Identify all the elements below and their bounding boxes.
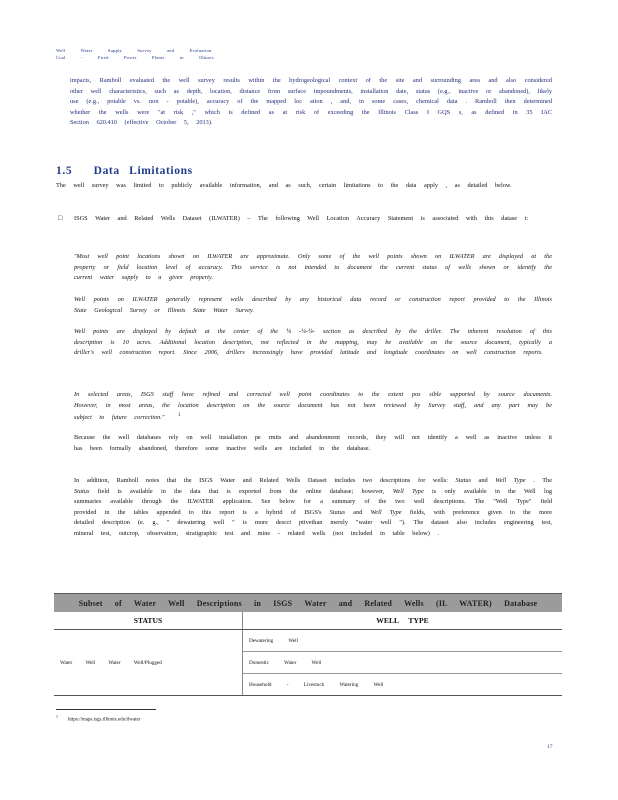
running-header — [56, 47, 214, 61]
addition-text-e: fields, with preference given to the more detailed description (e. g., " dewatering well " is more descri ptivethan merely "water well "). The dataset also includes engineering test, mineral test, outcrop, observation, stratigraphic test and mine - related wells (not included in table below) . — [74, 508, 553, 537]
column-header-status: STATUS — [54, 612, 243, 630]
footnote-divider — [56, 709, 156, 710]
well-type-row: Household - Livestock Watering Well — [243, 674, 563, 696]
quote-paragraph-4 — [74, 390, 552, 424]
section-lead-paragraph: The well survey was limited to publicly available information, and as such, certain limitations to the data apply , as detailed below. — [56, 182, 512, 189]
because-paragraph: Because the well databases rely on well installation pe rmits and abandonment records, they will not identify a well as inactive unless it has been formally abandoned, therefore some inactive wells are included in the database. — [74, 434, 552, 452]
addition-and: and — [470, 477, 496, 484]
header-line-2: Coal - Fired Power Plants in Illinois — [56, 55, 214, 60]
addition-text-b: . The — [525, 477, 552, 484]
addition-and: and — [345, 508, 371, 516]
intro-paragraph: impacts, Ramboll evaluated the well survey results within the hydrogeological context of the site and surrounding area and also considered other well characteristics, such as depth, location, distance from surface impoundments, installation date, status (e.g., inactive or abandoned), likely use (e.g., potable vs. non - potable), accuracy of the mapped loc ation , and, in some cases, chemical data . Ramboll then determined whether the wells were "at risk ," which is defined as at risk of exceeding the Illinois Class I GQS s, as defined in 35 IAC Section 620.410 (effective October 5, 2013). — [70, 77, 552, 126]
status-term: Status — [455, 477, 471, 484]
addition-text-c: field is available in the data that is exported from the online database; however, — [89, 487, 393, 495]
addition-text-a: In addition, Ramboll notes that the ISGS Water and Related Wells Dataset includes two descriptions for wells: — [74, 477, 456, 484]
section-heading — [56, 165, 193, 177]
table-title: Subset of Water Well Descriptions in ISGS Water and Related Wells (IL WATER) Database — [54, 594, 562, 613]
quote-paragraph-4-text: In selected areas, ISGS staff have refined and corrected well point coordinates to the extent pos sible supported by source documents. However, in most areas, the location description on the source document has not been reviewed by Survey staff, and any part may be subject to future correction." — [74, 391, 552, 422]
well-type-term: Well Type — [370, 508, 402, 516]
well-type-term: Well Type — [495, 477, 526, 484]
page-number: 17 — [547, 744, 553, 750]
quote-paragraph-3: Well points are displayed by default at the center of the ¼ -¼-¼- section as described by the driller. The inherent resolution of this description is 10 acres. Additional location description, not reflected in the mapping, may be available on the source document, typically a driller's well construction report. Since 2006, drillers increasingly have provided latitude and longitude coordinates on well construction reports. — [74, 328, 552, 356]
well-type-row: Dewatering Well — [243, 630, 563, 652]
well-type-term: Well Type — [392, 487, 424, 495]
quote-paragraph-2: Well points on ILWATER generally represent wells described by any historical data record or construction report provided to the Illinois State Geological Survey or Illinois State Water Survey. — [74, 296, 552, 314]
footnote-reference: 1 — [178, 413, 181, 418]
footnote-number: 1 — [56, 714, 58, 719]
bullet-text: ISGS Water and Related Wells Dataset (ILWATER) – The following Well Location Accuracy Statement is associated with this datase t: — [74, 215, 529, 222]
well-descriptions-table — [54, 593, 562, 696]
status-term: Status — [74, 487, 90, 495]
addition-text-d: is only available in the Well log summaries available through the ILWATER application. See below for a summary of the two well descriptions. The "Well Type" field provided in the tables appended to this report is a hybrid of ISGS's — [74, 487, 552, 516]
section-number: 1.5 — [56, 165, 73, 177]
footnote-url[interactable]: https://maps.isgs.illinois.edu/ilwater — [68, 717, 141, 723]
well-type-row: Domestic Water Well — [243, 652, 563, 674]
status-term: Status — [329, 508, 346, 516]
section-title: Data Limitations — [93, 165, 193, 177]
status-values-cell: Water Well Water Well/Plugged — [54, 630, 243, 696]
quote-paragraph-1: "Most well point locations shown on ILWATER are approximate. Only some of the well points shown on ILWATER are displayed at the property or field location level of accuracy. This service is not intended to document the current status of wells shown or identify the current water supply to a given property. — [74, 253, 552, 281]
column-header-well-type: WELL TYPE — [243, 612, 563, 630]
header-line-1: Well Water Supply Survey and Evaluation — [56, 48, 212, 53]
bullet-checkbox-icon: □ — [58, 214, 63, 222]
addition-paragraph — [74, 476, 552, 539]
footnote — [56, 714, 140, 723]
